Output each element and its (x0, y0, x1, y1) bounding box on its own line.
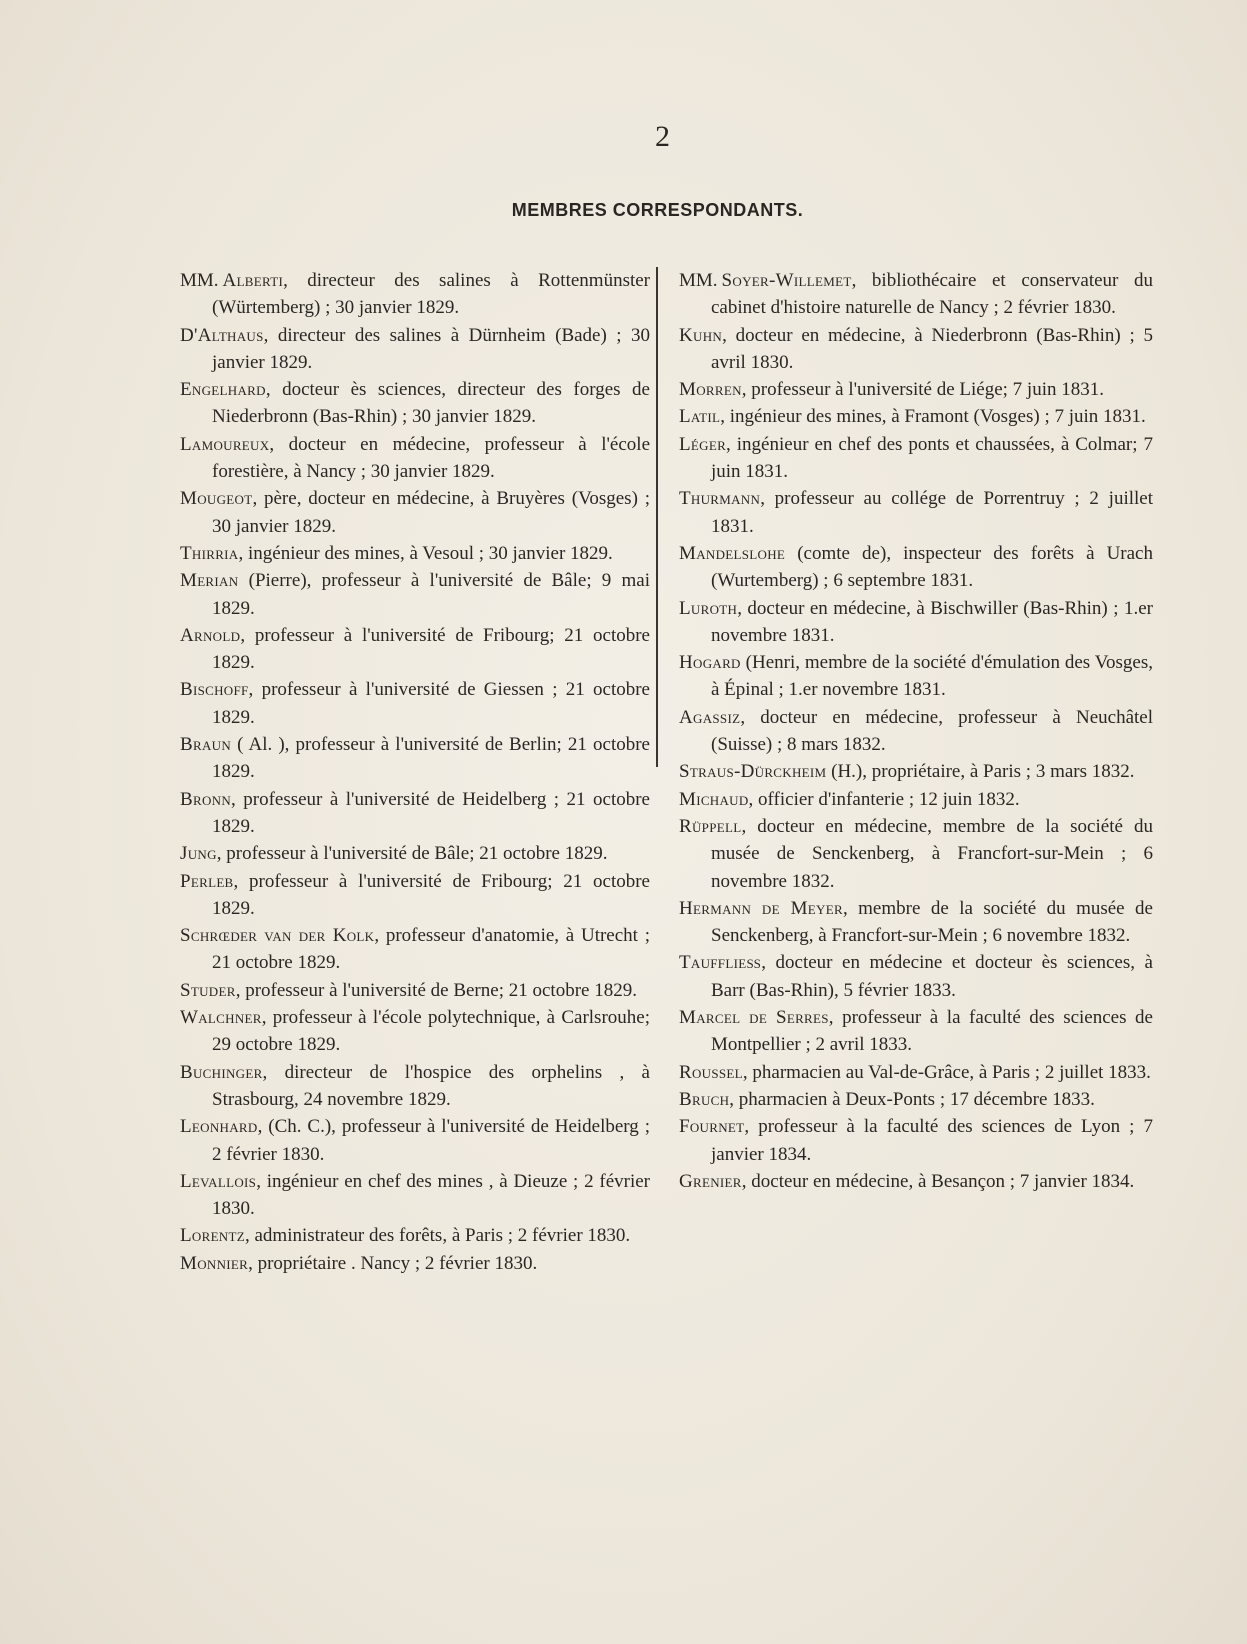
member-details: (comte de), inspecteur des forêts à Urach (Wurtemberg) ; 6 septembre 1831. (711, 542, 1153, 592)
member-details: , docteur en médecine, à Besançon ; 7 janvier 1834. (741, 1170, 1135, 1192)
member-entry (679, 431, 1153, 486)
member-entry (679, 649, 1153, 704)
member-details: , professeur à l'université de Liége; 7 juin 1831. (741, 379, 1104, 401)
member-details: , professeur à la faculté des sciences de Montpellier ; 2 avril 1833. (711, 1007, 1153, 1056)
member-entry (679, 376, 1153, 403)
member-details: , directeur de l'hospice des orphelins , à Strasbourg, 24 novembre 1829. (212, 1061, 650, 1110)
member-name: Latil (679, 406, 721, 428)
member-details: , membre de la société du musée de Senckenberg, à Francfort-sur-Mein ; 6 novembre 1832. (711, 897, 1153, 947)
member-details: , ingénieur en chef des mines , à Dieuze ; 2 février 1830. (212, 1170, 650, 1220)
entry-prefix: MM. (679, 270, 718, 291)
member-name: Hermann de Meyer (679, 897, 843, 919)
left-column (180, 267, 650, 1277)
member-entry (679, 1004, 1153, 1059)
member-entry (180, 485, 650, 540)
member-entry (679, 704, 1153, 759)
member-details: , professeur à l'université de Heidelberg ; 21 octobre 1829. (212, 788, 650, 837)
member-entry (679, 403, 1153, 430)
member-entry (679, 1059, 1153, 1086)
member-details: , officier d'infanterie ; 12 juin 1832. (748, 788, 1020, 810)
member-name: D'Althaus (180, 324, 264, 346)
member-name: Schrœder van der Kolk (180, 925, 375, 947)
member-details: , (Ch. C.), professeur à l'université de Heidelberg ; 2 février 1830. (212, 1116, 650, 1165)
section-heading: MEMBRES CORRESPONDANTS. (511, 200, 804, 220)
column-divider (656, 267, 658, 767)
member-name: Bronn (180, 788, 232, 810)
member-entry (679, 485, 1153, 540)
member-name: Hogard (679, 652, 741, 674)
member-name: Leonhard (180, 1116, 258, 1138)
member-entry (180, 322, 650, 377)
member-entry (679, 1168, 1153, 1195)
member-name: Kuhn (679, 324, 723, 346)
member-name: Levallois (180, 1170, 257, 1192)
member-details: , professeur à l'université de Fribourg; 21 octobre 1829. (212, 624, 650, 674)
member-name: Rüppell (679, 815, 742, 837)
member-name: Thirria (180, 542, 239, 564)
member-details: , professeur à l'école polytechnique, à Carlsrouhe; 29 octobre 1829. (212, 1007, 650, 1056)
member-entry (180, 676, 650, 731)
member-details: , docteur en médecine, à Niederbronn (Bas-Rhin) ; 5 avril 1830. (711, 324, 1153, 373)
member-entry (180, 922, 650, 977)
member-details: , administrateur des forêts, à Paris ; 2 février 1830. (244, 1225, 631, 1247)
member-name: Straus-Dürckheim (679, 761, 827, 783)
member-name: Mougeot (180, 488, 253, 510)
member-entry (180, 376, 650, 431)
member-entry (679, 895, 1153, 950)
member-details: , docteur en médecine, professeur à l'école forestière, à Nancy ; 30 janvier 1829. (212, 433, 650, 483)
member-entry (180, 786, 650, 841)
member-name: Tauffließ (679, 952, 762, 974)
member-entry (180, 1222, 650, 1249)
member-name: Thurmann (679, 488, 761, 510)
member-entry (180, 540, 650, 567)
member-name: Alberti (222, 270, 284, 291)
member-entry (180, 1004, 650, 1059)
member-entry (679, 1113, 1153, 1168)
member-details: , professeur à l'université de Berne; 21 octobre 1829. (235, 979, 637, 1001)
member-name: Marcel de Serres (679, 1007, 829, 1029)
member-details: , docteur en médecine, à Bischwiller (Bas-Rhin) ; 1.er novembre 1831. (711, 597, 1153, 646)
member-details: , professeur d'anatomie, à Utrecht ; 21 octobre 1829. (212, 925, 650, 974)
member-details: , professeur à la faculté des sciences de Lyon ; 7 janvier 1834. (711, 1116, 1153, 1165)
member-entry (180, 1059, 650, 1114)
member-name: Lorentz (180, 1225, 245, 1247)
member-details: , pharmacien à Deux-Ponts ; 17 décembre 1833. (729, 1088, 1095, 1110)
member-name: Buchinger (180, 1061, 263, 1083)
member-entry (180, 868, 650, 923)
member-name: Fournet (679, 1116, 745, 1138)
member-entry (679, 540, 1153, 595)
member-entry (679, 322, 1153, 377)
member-name: Perleb (180, 870, 234, 892)
member-details: , bibliothécaire et conservateur du cabinet d'histoire naturelle de Nancy ; 2 février 1830. (711, 270, 1153, 319)
member-entry (180, 622, 650, 677)
member-entry (180, 267, 650, 322)
member-details: , professeur au collége de Porrentruy ; 2 juillet 1831. (711, 488, 1153, 537)
member-entry (679, 813, 1153, 895)
member-details: , propriétaire . Nancy ; 2 février 1830. (248, 1252, 538, 1274)
member-entry (180, 431, 650, 486)
member-details: ( Al. ), professeur à l'université de Berlin; 21 octobre 1829. (212, 734, 650, 783)
member-details: (H.), propriétaire, à Paris ; 3 mars 1832. (826, 761, 1135, 783)
member-details: , professeur à l'université de Giessen ; 21 octobre 1829. (212, 679, 650, 728)
member-details: , professeur à l'université de Bâle; 21 octobre 1829. (216, 843, 608, 865)
member-details: , directeur des salines à Dürnheim (Bade) ; 30 janvier 1829. (212, 324, 650, 373)
member-entry (679, 949, 1153, 1004)
member-details: , directeur des salines à Rottenmünster (Würtemberg) ; 30 janvier 1829. (212, 270, 650, 319)
member-entry (679, 758, 1153, 785)
member-name: Morren (679, 379, 742, 401)
member-name: Agassiz (679, 706, 741, 728)
member-details: , ingénieur en chef des ponts et chaussées, à Colmar; 7 juin 1831. (711, 433, 1153, 483)
member-name: Monnier (180, 1252, 249, 1274)
member-details: , docteur ès sciences, directeur des forges de Niederbronn (Bas-Rhin) ; 30 janvier 1829. (212, 379, 650, 428)
member-name: Arnold (180, 624, 241, 646)
member-name: Bischoff (180, 679, 249, 701)
right-column (679, 267, 1153, 1195)
member-name: Luroth (679, 597, 738, 619)
member-details: , professeur à l'université de Fribourg; 21 octobre 1829. (212, 870, 650, 919)
member-name: Léger (679, 433, 727, 455)
member-name: Soyer-Willemet (721, 270, 852, 291)
member-details: , père, docteur en médecine, à Bruyères (Vosges) ; 30 janvier 1829. (212, 488, 650, 537)
entry-prefix: MM. (180, 270, 219, 291)
member-entry (679, 786, 1153, 813)
member-name: Engelhard (180, 379, 266, 401)
member-name: Walchner (180, 1007, 262, 1029)
member-entry (180, 1113, 650, 1168)
member-name: Bruch (679, 1088, 730, 1110)
member-name: Lamoureux (180, 433, 270, 455)
member-entry (180, 840, 650, 867)
member-details: , pharmacien au Val-de-Grâce, à Paris ; 2 juillet 1833. (742, 1061, 1151, 1083)
member-entry (679, 1086, 1153, 1113)
member-details: , docteur en médecine et docteur ès sciences, à Barr (Bas-Rhin), 5 février 1833. (711, 952, 1153, 1001)
member-details: (Pierre), professeur à l'université de Bâle; 9 mai 1829. (212, 570, 650, 619)
member-details: , docteur en médecine, membre de la société du musée de Senckenberg, à Francfort-sur-Mein ; 6 novembre 1832. (711, 815, 1153, 892)
page-number: 2 (655, 120, 670, 153)
member-entry (679, 267, 1153, 322)
member-name: Roussel (679, 1061, 743, 1083)
member-entry (180, 731, 650, 786)
member-details: , ingénieur des mines, à Vesoul ; 30 janvier 1829. (238, 542, 613, 564)
member-details: , docteur en médecine, professeur à Neuchâtel (Suisse) ; 8 mars 1832. (711, 706, 1153, 756)
member-entry (180, 1168, 650, 1223)
member-name: Merian (180, 570, 239, 592)
member-entry (180, 977, 650, 1004)
member-name: Mandelslohe (679, 542, 786, 564)
member-name: Michaud (679, 788, 749, 810)
member-name: Grenier (679, 1170, 742, 1192)
member-name: Studer (180, 979, 236, 1001)
member-name: Jung (180, 843, 217, 865)
member-details: (Henri, membre de la société d'émulation des Vosges, à Épinal ; 1.er novembre 1831. (711, 652, 1153, 701)
member-entry (180, 567, 650, 622)
member-entry (180, 1250, 650, 1277)
member-name: Braun (180, 734, 232, 756)
member-entry (679, 595, 1153, 650)
member-details: , ingénieur des mines, à Framont (Vosges) ; 7 juin 1831. (720, 406, 1146, 428)
